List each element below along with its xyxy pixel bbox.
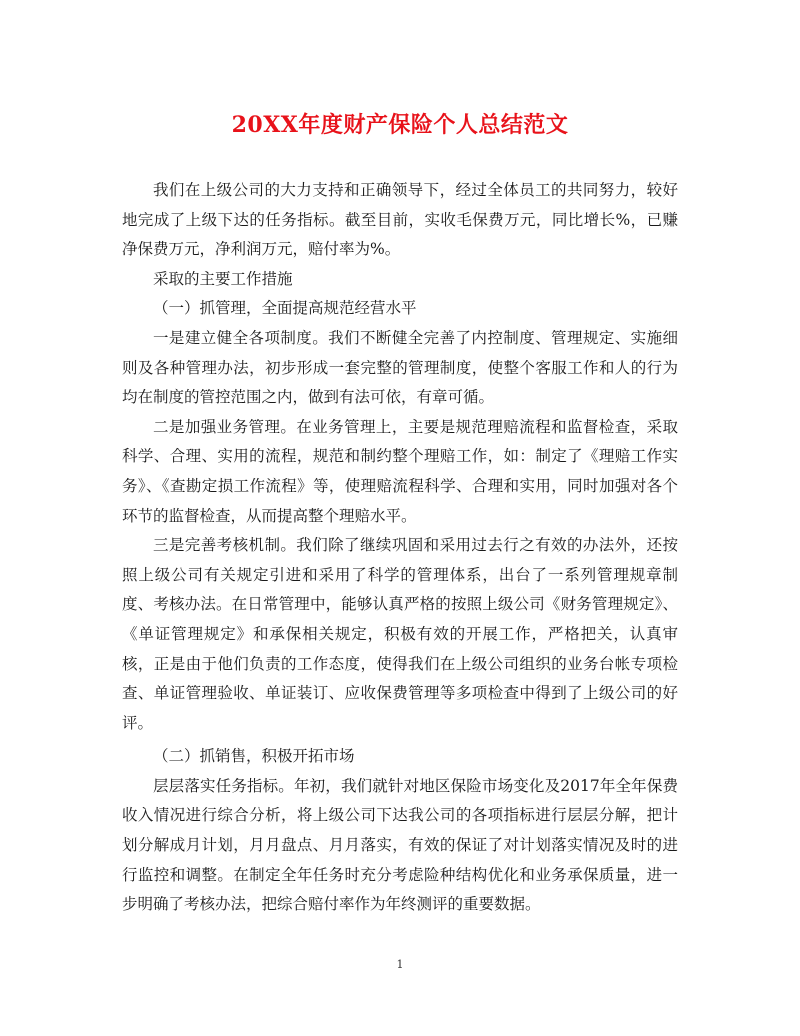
section-heading-measures: 采取的主要工作措施 [153, 269, 293, 288]
document-title: 20XX年度财产保险个人总结范文 [231, 112, 569, 138]
document-body [122, 176, 678, 920]
page-number: 1 [396, 958, 404, 971]
subsection-heading-sales: （二）抓销售，积极开拓市场 [153, 747, 355, 766]
paragraph-task-targets: 层层落实任务指标。年初，我们就针对地区保险市场变化及2017年全年保费收入情况进行综合分析，将上级公司下达我公司的各项指标进行层层分解，把计划分解成月计划，月月盘点、月月落实，有效的保证了对计划落实情况及时的进行监控和调整。在制定全年任务时充分考虑险种结构优化和业务承保质量，进一步明确了考核办法，把综合赔付率作为年终测评的重要数据。 [122, 776, 678, 914]
subsection-heading-management: （一）抓管理，全面提高规范经营水平 [153, 299, 417, 318]
paragraph-system-building: 一是建立健全各项制度。我们不断健全完善了内控制度、管理规定、实施细则及各种管理办法，初步形成一套完整的管理制度，使整个客服工作和人的行为均在制度的管控范围之内，做到有法可依，有章可循。 [122, 328, 678, 407]
paragraph-intro: 我们在上级公司的大力支持和正确领导下，经过全体员工的共同努力，较好地完成了上级下达的任务指标。截至目前，实收毛保费万元，同比增长%，已赚净保费万元，净利润万元，赔付率为%。 [122, 181, 678, 259]
paragraph-assessment-mechanism: 三是完善考核机制。我们除了继续巩固和采用过去行之有效的办法外，还按照上级公司有关规定引进和采用了科学的管理体系，出台了一系列管理规章制度、考核办法。在日常管理中，能够认真严格的按照上级公司《财务管理规定》、《单证管理规定》和承保相关规定，积极有效的开展工作，严格把关，认真审核，正是由于他们负责的工作态度，使得我们在上级公司组织的业务台帐专项检查、单证管理验收、单证装订、应收保费管理等多项检查中得到了上级公司的好评。 [122, 536, 678, 732]
paragraph-business-management: 二是加强业务管理。在业务管理上，主要是规范理赔流程和监督检查，采取科学、合理、实用的流程，规范和制约整个理赔工作，如：制定了《理赔工作实务》、《查勘定损工作流程》等，使理赔流程科学、合理和实用，同时加强对各个环节的监督检查，从而提高整个理赔水平。 [122, 417, 678, 525]
